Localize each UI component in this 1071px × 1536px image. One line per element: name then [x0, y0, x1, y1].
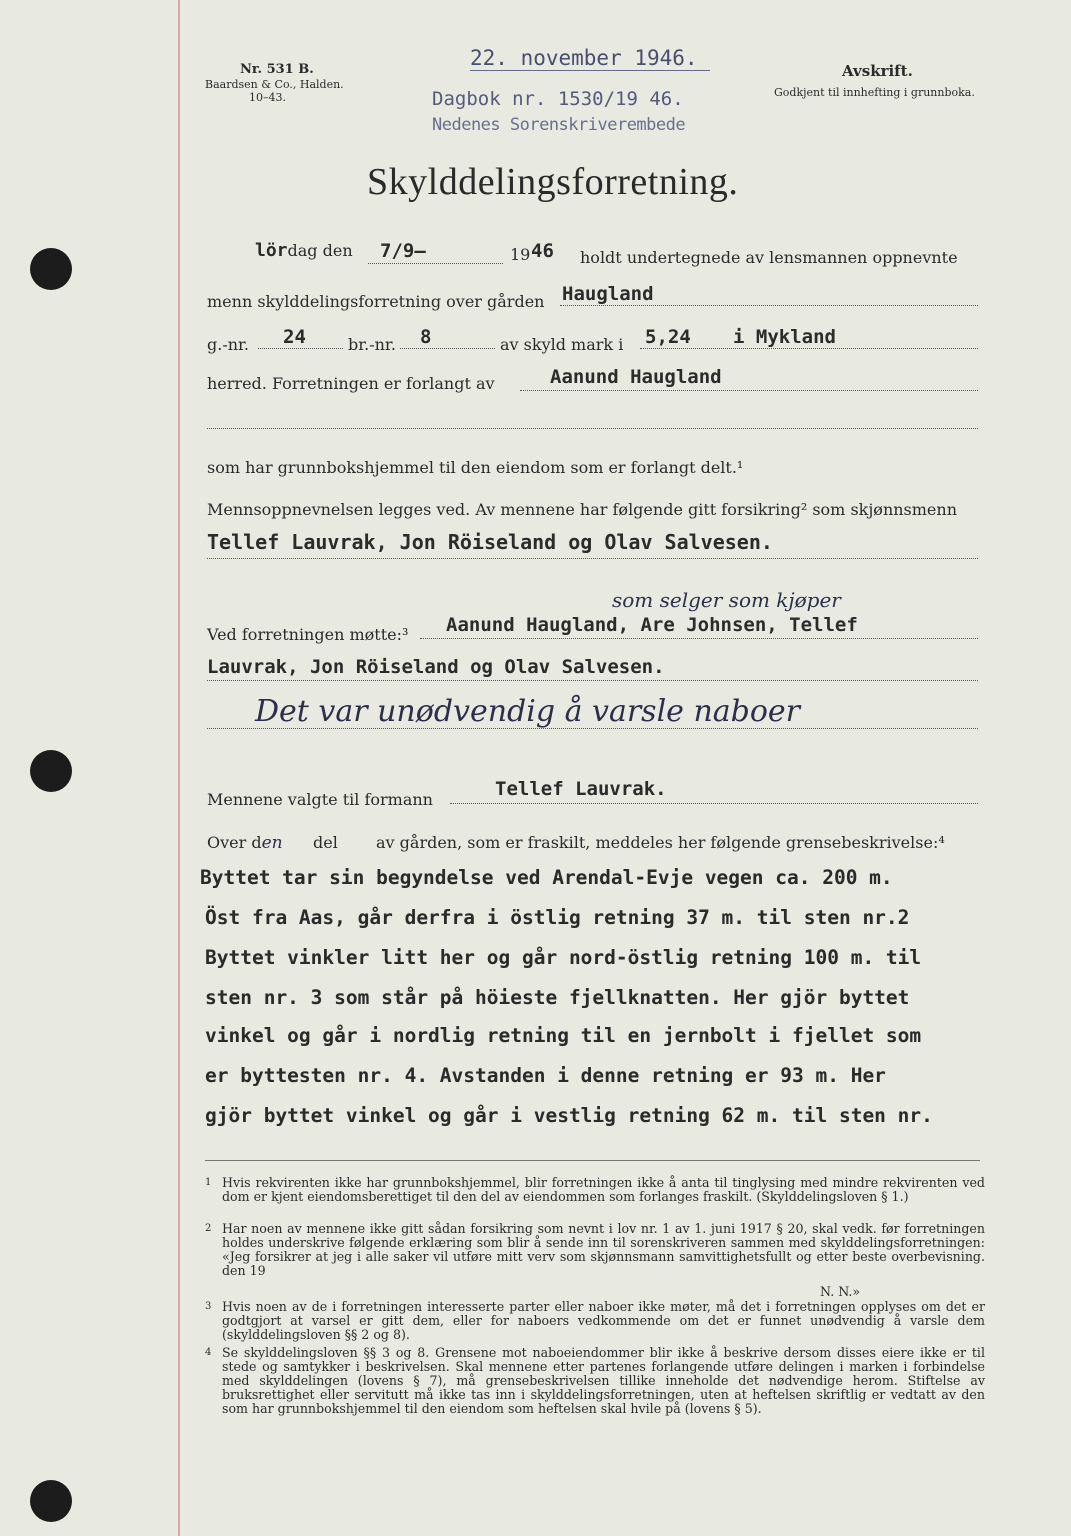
copy-label: Avskrift.	[842, 62, 913, 80]
bnr-value: 8	[420, 326, 432, 348]
del-label: del	[313, 833, 338, 852]
date-underline	[470, 70, 710, 71]
date-stamp: 22. november 1946.	[470, 46, 698, 70]
footnote	[205, 1222, 985, 1278]
men-text: menn skylddelingsforretning over gården	[207, 292, 545, 311]
attended-underline	[420, 638, 978, 639]
farm-name: Haugland	[562, 283, 654, 305]
printer-code: 10–43.	[249, 91, 286, 104]
date-line	[368, 263, 503, 264]
year-value: 46	[531, 240, 554, 262]
footnote-signature: N. N.»	[820, 1284, 861, 1299]
municipality: i Mykland	[733, 326, 836, 348]
skyld-line	[640, 348, 978, 349]
date-value: 7/9–	[380, 240, 426, 262]
boundary-label: av gården, som er fraskilt, meddeles her følgende grensebeskrivelse:⁴	[376, 833, 945, 852]
footnote	[205, 1176, 985, 1204]
attended-line1: Aanund Haugland, Are Johnsen, Tellef	[446, 614, 858, 636]
over-hand: en	[261, 833, 283, 853]
printer-info	[205, 78, 344, 104]
appoint-text: Mennsoppnevnelsen legges ved. Av mennene har følgende gitt forsikring² som skjønnsmenn	[207, 500, 958, 519]
form-number: Nr. 531 B.	[240, 62, 314, 77]
blank-line	[207, 428, 978, 429]
note-line	[207, 728, 978, 729]
over-label: Over d	[207, 833, 262, 852]
boundary-line: Byttet vinkler litt her og går nord-östlig retning 100 m. til	[205, 946, 922, 969]
footnote-number: 3	[205, 1301, 212, 1312]
day-label: dag den	[287, 241, 353, 260]
footnote-rule	[205, 1160, 980, 1161]
boundary-line: sten nr. 3 som står på höieste fjellknatten. Her gjör byttet	[205, 986, 910, 1009]
footnote-number: 1	[205, 1177, 212, 1188]
approval-note: Godkjent til innhefting i grunnboka.	[774, 86, 975, 99]
bnr-line	[400, 348, 495, 349]
requested-line	[520, 390, 978, 391]
office-stamp: Nedenes Sorenskriverembede	[432, 115, 686, 135]
year-prefix: 19	[510, 245, 531, 264]
skyld-value: 5,24	[645, 326, 691, 348]
chair-line	[450, 803, 978, 804]
appraisers: Tellef Lauvrak, Jon Röiseland og Olav Salvesen.	[207, 530, 773, 554]
footnote-text: Har noen av mennene ikke gitt sådan forsikring som nevnt i lov nr. 1 av 1. juni 1917 § 20, skal vedk. før forretningen holdes underskrive følgende erklæring som blir å sende inn til sorenskriveren sammen med skylddelingsforretningen: «Jeg forsikrer at jeg i alle saker vil utføre mitt verv som skjønnsmann samvittighetsfullt og etter beste overbevisning. den 19	[222, 1221, 985, 1278]
skyld-label: av skyld mark i	[500, 335, 624, 354]
chair-name: Tellef Lauvrak.	[495, 778, 667, 800]
farm-line	[560, 305, 978, 306]
appraisers-line	[207, 558, 978, 559]
footnote-number: 2	[205, 1223, 212, 1234]
punch-hole	[30, 1480, 72, 1522]
boundary-line: Öst fra Aas, går derfra i östlig retning 37 m. til sten nr.2	[205, 906, 910, 929]
punch-hole	[30, 248, 72, 290]
gnr-value: 24	[283, 326, 306, 348]
herred-text: herred. Forretningen er forlangt av	[207, 374, 495, 393]
punch-hole	[30, 750, 72, 792]
held-text: holdt undertegnede av lensmannen oppnevnte	[580, 248, 958, 267]
attended-insert: som selger som kjøper	[612, 588, 841, 612]
footnote-text: Hvis noen av de i forretningen interesserte parter eller naboer ikke møter, må det i forretningen opplyses om det er godtgjort at varsel er gitt dem, eller for naboers vedkommende om det er funnet unødvendig å varsle dem (skylddelingsloven §§ 2 og 8).	[222, 1299, 985, 1342]
margin-line	[178, 0, 180, 1536]
boundary-line: vinkel og går i nordlig retning til en jernbolt i fjellet som	[205, 1024, 922, 1047]
journal-number: Dagbok nr. 1530/19 46.	[432, 88, 684, 110]
grunnbok-text: som har grunnbokshjemmel til den eiendom som er forlangt delt.¹	[207, 458, 744, 477]
gnr-label: g.-nr.	[207, 335, 250, 354]
requested-by: Aanund Haugland	[550, 366, 722, 388]
attended-line2: Lauvrak, Jon Röiseland og Olav Salvesen.	[207, 656, 665, 678]
boundary-line: gjör byttet vinkel og går i vestlig retning 62 m. til sten nr.	[205, 1104, 933, 1127]
chair-label: Mennene valgte til formann	[207, 790, 433, 809]
attended-underline-2	[207, 680, 978, 681]
footnote-text: Hvis rekvirenten ikke har grunnbokshjemmel, blir forretningen ikke å anta til tinglysing med mindre rekvirenten ved dom er kjent eiendomsberettiget til den del av eiendommen som forlanges fraskilt. (Skylddelingsloven § 1.)	[222, 1175, 985, 1204]
bnr-label: br.-nr.	[348, 335, 396, 354]
footnote	[205, 1300, 985, 1342]
attended-label: Ved forretningen møtte:³	[207, 625, 409, 644]
footnote-text: Se skylddelingsloven §§ 3 og 8. Grensene mot naboeiendommer blir ikke å beskrive dersom disses eiere ikke er til stede og samtykker i beskrivelsen. Skal mennene etter partenes forlangende utføre delingen i marken i forbindelse med skylddelingen (lovens § 7), må grensebeskrivelsen tillike inneholde det nødvendige herom. Stiftelse av bruksrettighet eller servitutt må ikke tas inn i skylddelingsforretningen, uten at heftelsen skriftlig er vedtatt av den som har grunnbokshjemmel til den eiendom som heftelsen skal hvile på (lovens § 5).	[222, 1345, 985, 1416]
day-handwritten: lör	[255, 240, 288, 261]
boundary-line: Byttet tar sin begyndelse ved Arendal-Evje vegen ca. 200 m.	[200, 866, 893, 889]
footnote	[205, 1346, 985, 1416]
boundary-line: er byttesten nr. 4. Avstanden i denne retning er 93 m. Her	[205, 1064, 886, 1087]
page-title: Skylddelingsforretning.	[367, 161, 739, 203]
printer-name: Baardsen & Co., Halden.	[205, 78, 344, 91]
gnr-line	[258, 348, 343, 349]
handwritten-note: Det var unødvendig å varsle naboer	[255, 694, 801, 729]
footnote-number: 4	[205, 1347, 212, 1358]
